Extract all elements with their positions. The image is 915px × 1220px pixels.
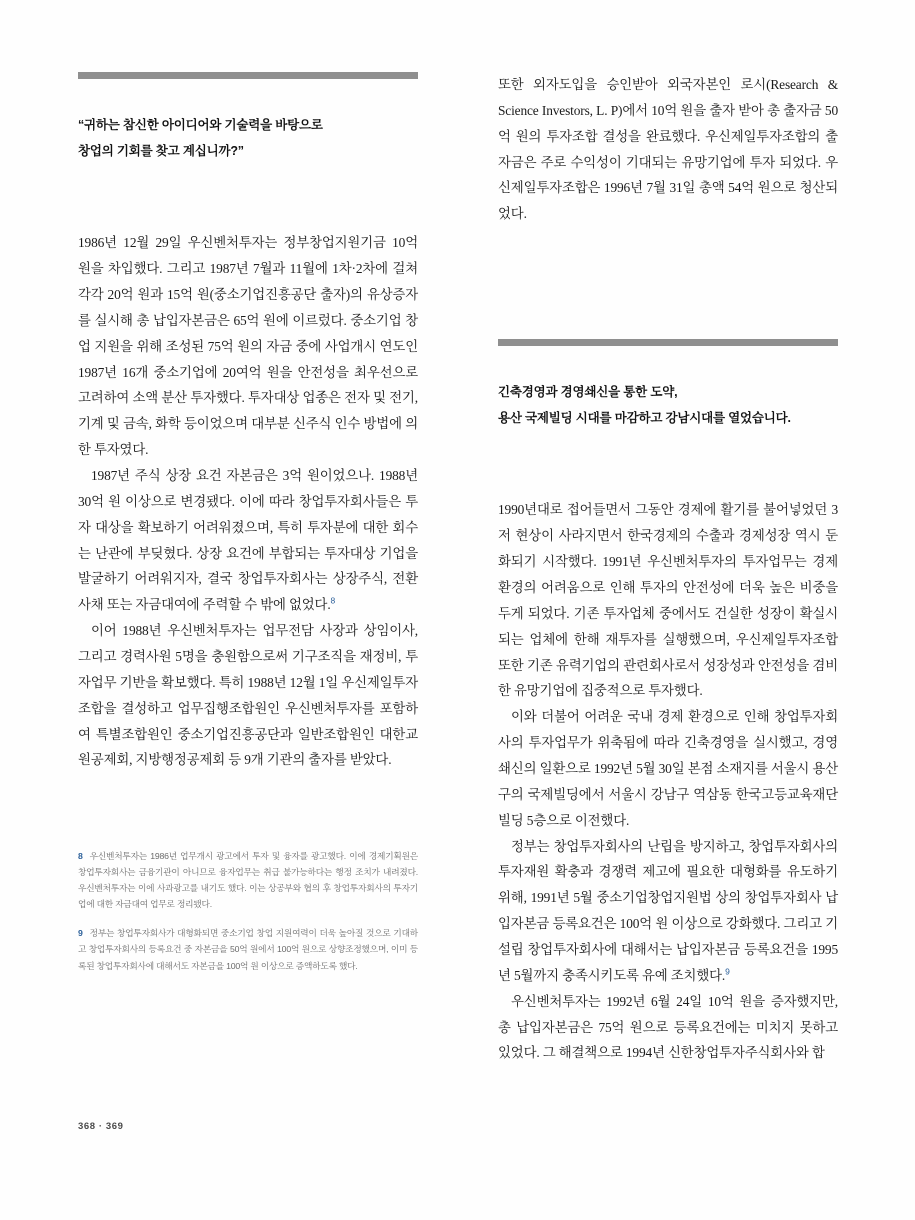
- footnote-text: 우신벤처투자는 1986년 업무개시 광고에서 투자 및 융자를 광고했다. 이에 경제기획원은 창업투자회사는 금융기관이 아니므로 융자업무는 취급 불가능하다는 행정 조치가 내려졌다. 우신벤처투자는 이에 사과광고를 내기도 했다. 이는 상공부와 협의 후 창업투자회사의 투자기업에 대한 자금대여 업무로 정리됐다.: [78, 851, 418, 910]
- paragraph-text: 정부는 창업투자회사의 난립을 방지하고, 창업투자회사의 투자재원 확충과 경쟁력 제고에 필요한 대형화를 유도하기 위해, 1991년 5월 중소기업창업지원법 상의 창업투자회사 납입자본금 등록요건은 100억 원 이상으로 강화했다. 그리고 기 설립 창업투자회사에 대해서는 납입자본금 등록요건을 1995년 5월까지 충족시키도록 유예 조치했다.: [498, 838, 838, 983]
- section-rule-left: [78, 72, 418, 79]
- section-heading: [498, 380, 838, 431]
- body-paragraph: [498, 834, 838, 989]
- pull-quote-line-1: “귀하는 참신한 아이디어와 기술력을 바탕으로: [78, 118, 323, 132]
- section-heading-line-1: 긴축경영과 경영쇄신을 통한 도약,: [498, 385, 678, 400]
- footnote-item: [78, 848, 418, 912]
- body-paragraph: 이와 더불어 어려운 국내 경제 환경으로 인해 창업투자회사의 투자업무가 위축됨에 따라 긴축경영을 실시했고, 경영쇄신의 일환으로 1992년 5월 30일 본점 소재지를 서울시 용산구의 국제빌딩에서 서울시 강남구 역삼동 한국고등교육재단 빌딩 5층으로 이전했다.: [498, 709, 838, 828]
- footnote-number: 9: [78, 928, 83, 939]
- body-paragraph: 1990년대로 접어들면서 그동안 경제에 활기를 불어넣었던 3저 현상이 사라지면서 한국경제의 수출과 경제성장 역시 둔화되기 시작했다. 1991년 우신벤처투자의 투자업무는 경제 환경의 어려움으로 인해 투자의 안전성에 더욱 높은 비중을 두게 되었다. 기존 투자업체 중에서도 건실한 성장이 확실시되는 업체에 한해 재투자를 실행했으며, 우신제일투자조합 또한 기존 유력기업의 관련회사로서 성장성과 안전성을 겸비한 유망기업에 집중적으로 투자했다.: [498, 502, 838, 699]
- pull-quote: [78, 113, 418, 164]
- left-column: [78, 72, 418, 1082]
- body-paragraph: 우신벤처투자는 1992년 6월 24일 10억 원을 증자했지만, 총 납입자본금은 75억 원으로 등록요건에는 미치지 못하고 있었다. 그 해결책으로 1994년 신한창업투자주식회사와 합: [498, 993, 838, 1061]
- spacer: [498, 227, 838, 339]
- footnote-number: 8: [78, 851, 83, 861]
- spacer: [78, 174, 418, 230]
- paragraph-text: 1987년 주식 상장 요건 자본금은 3억 원이었으나. 1988년 30억 원 이상으로 변경됐다. 이에 따라 창업투자회사들은 투자 대상을 확보하기 어려워졌으며, 특히 투자분에 대한 회수는 난관에 부딪혔다. 상장 요건에 부합되는 투자대상 기업을 발굴하기 어려워지자, 결국 창업투자회사는 상장주식, 전환사채 또는 자금대여에 주력할 수 밖에 없었다.: [78, 467, 418, 613]
- footnote-item: [78, 925, 418, 973]
- body-paragraph: 또한 외자도입을 승인받아 외국자본인 로시(Research & Science Investors, L. P)에서 10억 원을 출자 받아 총 출자금 50억 원의 투자조합 결성을 완료했다. 우신제일투자조합의 출자금은 주로 수익성이 기대되는 유망기업에 투자 되었다. 우신제일투자조합은 1996년 7월 31일 총액 54억 원으로 청산되었다.: [498, 77, 838, 222]
- footnote-marker-8[interactable]: 8: [330, 595, 336, 606]
- two-column-layout: [78, 72, 838, 1082]
- pull-quote-line-2: 창업의 기회를 찾고 계십니까?”: [78, 143, 244, 158]
- body-paragraph: 1986년 12월 29일 우신벤처투자는 정부창업지원기금 10억 원을 차입했다. 그리고 1987년 7월과 11월에 1차·2차에 걸쳐 각각 20억 원과 15억 원(중소기업진흥공단 출자)의 유상증자를 실시해 총 납입자본금은 65억 원에 이르렀다. 중소기업 창업 지원을 위해 조성된 75억 원의 자금 중에 사업개시 연도인 1987년 16개 중소기업에 20여억 원을 안전성을 최우선으로 고려하여 소액 분산 투자했다. 투자대상 업종은 전자 및 전기, 기계 및 금속, 화학 등이었으며 대부분 신주식 인수 방법에 의한 투자였다.: [78, 235, 418, 458]
- footnote-block: [78, 848, 418, 987]
- section-heading-line-2: 용산 국제빌딩 시대를 마감하고 강남시대를 열었습니다.: [498, 410, 791, 425]
- right-column: [498, 72, 838, 1082]
- body-paragraph: [78, 463, 418, 618]
- footnote-text: 정부는 창업투자회사가 대형화되면 중소기업 창업 지원여력이 더욱 높아질 것으로 기대하고 창업투자회사의 등록요건 중 자본금을 50억 원에서 100억 원으로 상향조정했으며, 이미 등록된 창업투자회사에 대해서도 자본금을 100억 원 이상으로 증액하도록 했다.: [78, 928, 418, 971]
- section-rule-right: [498, 339, 838, 346]
- footnote-marker-9[interactable]: 9: [725, 966, 730, 977]
- page-folio: 368 · 369: [78, 1121, 124, 1132]
- spacer: [498, 441, 838, 497]
- body-paragraph: 이어 1988년 우신벤처투자는 업무전담 사장과 상임이사, 그리고 경력사원 5명을 충원함으로써 기구조직을 재정비, 투자업무 기반을 확보했다. 특히 1988년 12월 1일 우신제일투자조합을 결성하고 업무집행조합원인 우신벤처투자를 포함하여 특별조합원인 중소기업진흥공단과 일반조합원인 대한교원공제회, 지방행정공제회 등 9개 기관의 출자를 받았다.: [78, 623, 418, 768]
